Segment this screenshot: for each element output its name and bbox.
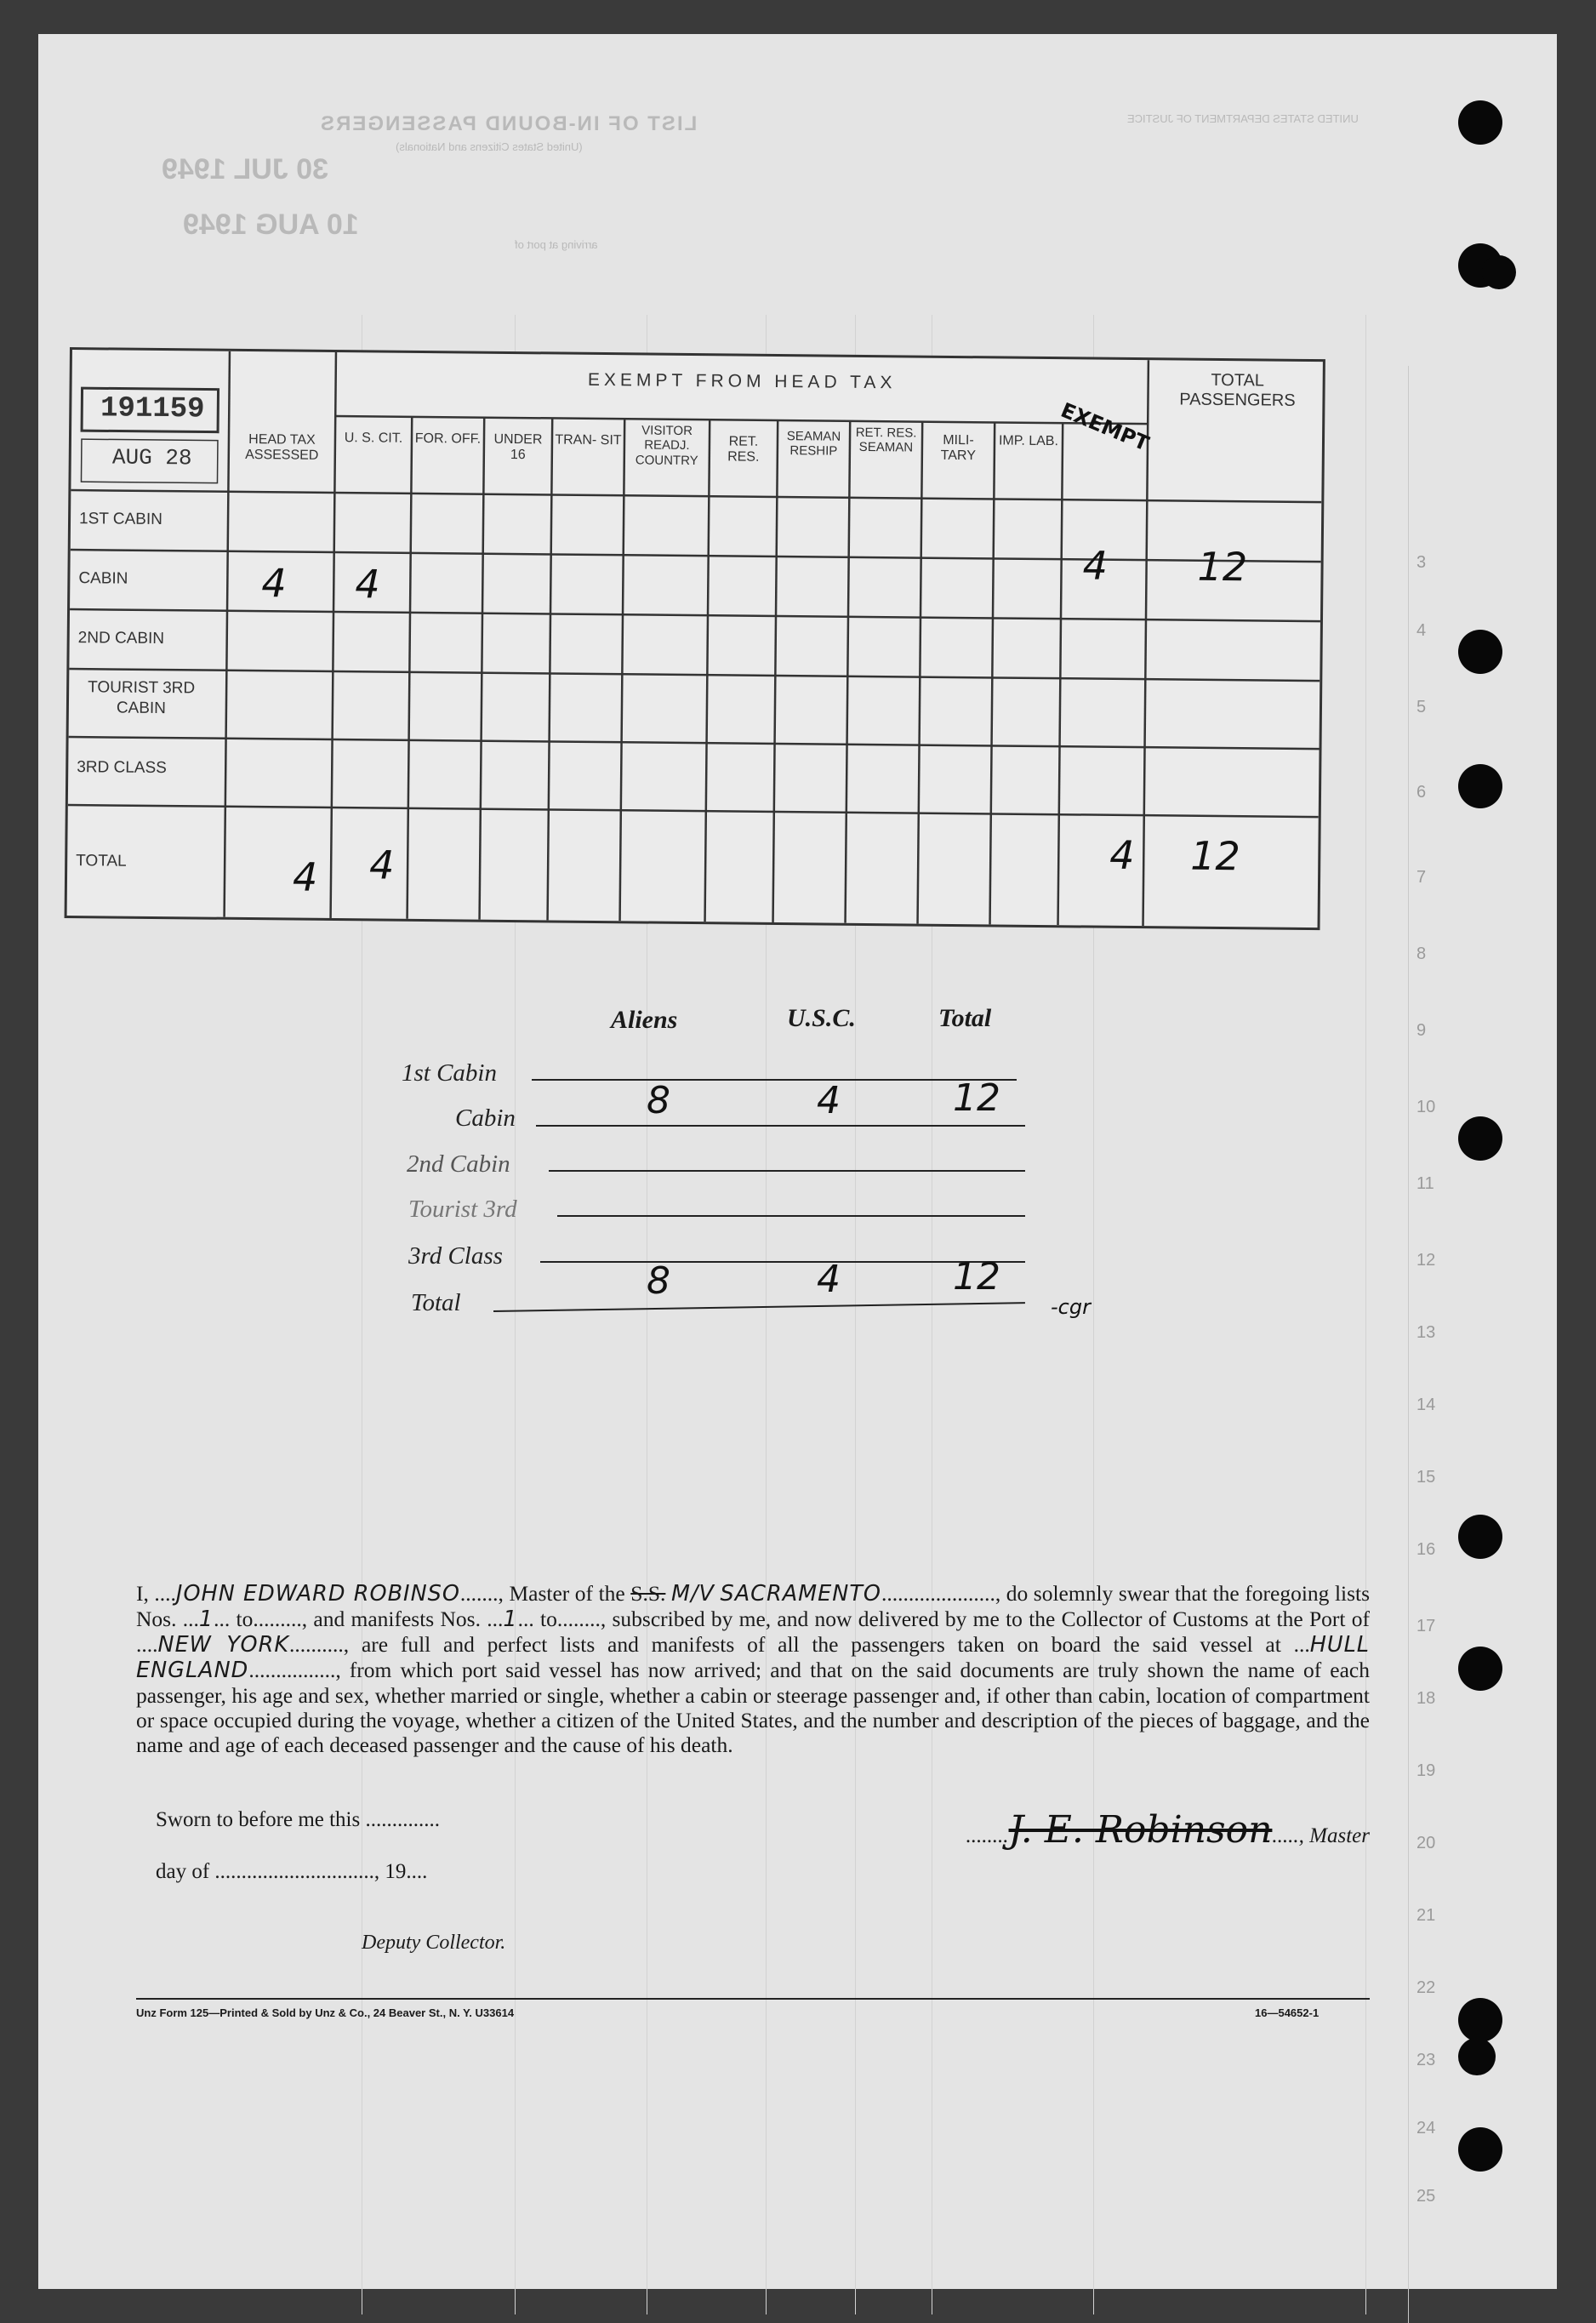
mark-total-head-tax: 4 [292, 853, 318, 900]
col-seaman-reship: SEAMAN RESHIP [786, 429, 841, 459]
summary-cabin-usc: 4 [817, 1079, 841, 1122]
col-visitor: VISITOR READJ. COUNTRY [635, 423, 698, 468]
summary-header-total: Total [938, 1004, 992, 1032]
summary-row-label: 2nd Cabin [407, 1150, 510, 1178]
punch-hole [1458, 1647, 1502, 1691]
line-number: 24 [1416, 2119, 1436, 2138]
line-number: 21 [1416, 1906, 1436, 1925]
col-transit: TRAN- SIT [555, 432, 622, 448]
punch-hole [1458, 1116, 1502, 1161]
mark-cabin-us-cit: 4 [355, 561, 380, 608]
day-of-line: day of .............................., 19.... [156, 1860, 428, 1883]
total-passengers-header: TOTAL PASSENGERS [1179, 370, 1296, 410]
punch-hole [1458, 100, 1502, 145]
col-ret-res-seaman: RET. RES. SEAMAN [855, 425, 917, 455]
line-number: 6 [1416, 783, 1427, 802]
line-number: 10 [1416, 1098, 1436, 1116]
mark-cabin-total: 12 [1197, 543, 1248, 591]
head-tax-stamp [65, 347, 1325, 930]
summary-row-label: Tourist 3rd [408, 1196, 517, 1223]
master-signature: J. E. Robinson [1008, 1808, 1273, 1852]
line-number: 25 [1416, 2187, 1436, 2206]
summary-initials: -cgr [1051, 1295, 1091, 1319]
col-under-16: UNDER 16 [493, 431, 543, 463]
summary-row-label: Total [411, 1289, 461, 1316]
punch-hole [1458, 2038, 1496, 2075]
stamp-date: AUG 28 [111, 444, 192, 471]
summary-cabin-aliens: 8 [647, 1079, 670, 1122]
punch-hole [1482, 255, 1516, 289]
row-2nd-cabin: 2ND CABIN [77, 629, 165, 648]
summary-total-total: 12 [953, 1255, 1000, 1298]
line-number: 17 [1416, 1617, 1436, 1635]
struck-ss: S.S. [630, 1581, 666, 1606]
mark-total-total: 12 [1190, 832, 1241, 880]
bleed-arriving: arriving at port of [515, 238, 598, 251]
form-number: 16—54652-1 [1255, 2006, 1320, 2019]
master-name: JOHN EDWARD ROBINSO [175, 1581, 460, 1607]
exempt-header: EXEMPT FROM HEAD TAX [587, 369, 897, 393]
line-number: 14 [1416, 1396, 1436, 1414]
vessel-prefix: M/V [670, 1581, 715, 1607]
row-tourist-3rd-cabin: TOURIST 3RD CABIN [88, 678, 196, 718]
port-name: NEW YORK [157, 1632, 290, 1658]
line-number: 20 [1416, 1834, 1436, 1852]
line-number: 5 [1416, 698, 1427, 716]
row-cabin: CABIN [78, 569, 128, 588]
line-number: 18 [1416, 1689, 1436, 1708]
line-number: 16 [1416, 1540, 1436, 1559]
summary-header-aliens: Aliens [611, 1006, 678, 1034]
bleed-subtitle: (United States Citizens and Nationals) [396, 140, 583, 153]
line-number: 9 [1416, 1021, 1427, 1040]
line-number: 7 [1416, 868, 1427, 887]
col-imp-lab: IMP. LAB. [998, 433, 1059, 449]
mark-exempt: EXEMPT [1057, 397, 1153, 456]
manifest-number: 1 [503, 1607, 518, 1632]
summary-row-label: 3rd Class [408, 1242, 503, 1270]
punch-hole [1458, 1515, 1502, 1559]
mark-total-imp-lab: 4 [1109, 831, 1135, 879]
bleed-date-2: 10 AUG 1949 [183, 208, 359, 241]
line-number: 11 [1416, 1174, 1434, 1193]
summary-header-usc: U.S.C. [787, 1004, 856, 1032]
col-us-cit: U. S. CIT. [344, 431, 403, 446]
col-military: MILI- TARY [940, 432, 976, 464]
line-number: 19 [1416, 1761, 1436, 1780]
row-3rd-class: 3RD CLASS [77, 758, 167, 778]
line-number: 8 [1416, 945, 1427, 963]
row-total: TOTAL [76, 852, 127, 870]
row-1st-cabin: 1ST CABIN [78, 510, 163, 529]
lists-number: 1 [198, 1607, 214, 1632]
footer-rule [136, 1998, 1370, 2000]
punch-hole [1458, 764, 1502, 808]
mark-total-us-cit: 4 [368, 842, 395, 888]
line-number: 22 [1416, 1978, 1436, 1997]
line-number: 13 [1416, 1323, 1436, 1342]
summary-total-aliens: 8 [647, 1259, 670, 1303]
line-number: 23 [1416, 2051, 1436, 2069]
summary-row-label: Cabin [455, 1104, 516, 1132]
origin-port: HULL ENGLAND [136, 1632, 1371, 1683]
master-signature-line: ........J. E. Robinson....., Master [966, 1808, 1370, 1852]
mark-cabin-head-tax: 4 [261, 560, 287, 607]
vessel-name: SACRAMENTO [720, 1581, 881, 1607]
punch-hole [1458, 630, 1502, 674]
line-number: 15 [1416, 1468, 1436, 1487]
col-ret-res: RET. RES. [727, 434, 760, 465]
punch-hole [1458, 1998, 1502, 2042]
summary-row-label: 1st Cabin [402, 1059, 497, 1087]
line-number: 3 [1416, 553, 1427, 572]
stamp-number: 191159 [100, 392, 205, 426]
deputy-collector: Deputy Collector. [362, 1932, 506, 1954]
summary-total-usc: 4 [817, 1258, 841, 1301]
mark-cabin-imp-lab: 4 [1082, 542, 1109, 589]
line-number: 4 [1416, 621, 1427, 640]
summary-cabin-total: 12 [953, 1076, 1000, 1120]
head-tax-header: HEAD TAX ASSESSED [245, 432, 319, 464]
bleed-dept: UNITED STATES DEPARTMENT OF JUSTICE [1127, 112, 1359, 125]
col-for-off: FOR. OFF. [414, 431, 482, 447]
printer-credit: Unz Form 125—Printed & Sold by Unz & Co., 24 Beaver St., N. Y. U33614 [136, 2006, 515, 2019]
sworn-line: Sworn to before me this .............. [156, 1808, 440, 1831]
master-oath: I, ....JOHN EDWARD ROBINSO......., Master of the S.S. M/V SACRAMENTO....................., do solemnly swear that the foregoing lists Nos. ...1... to........., and manifests Nos. ...1... to........, subscribed by me, and now delivered by me to the Collector of Customs at the Port of ....NEW YORK.........., are full and perfect lists and manifests of all the passengers taken on board the said vessel at ...HULL ENGLAND................, from which port said vessel has now arrived; and that on the said documents are truly shown the name of each passenger, his age and sex, whether married or single, whether a cabin or steerage passenger and, if other than cabin, location of compartment or space occupied during the voyage, whether a citizen of the United States, and the number and description of the pieces of baggage, and the name and age of each deceased passenger and the cause of his death. [136, 1581, 1371, 1757]
bleed-title: LIST OF IN-BOUND PASSENGERS [319, 112, 698, 135]
bleed-date-1: 30 JUL 1949 [162, 153, 328, 185]
punch-hole [1458, 2127, 1502, 2172]
line-number: 12 [1416, 1251, 1436, 1270]
